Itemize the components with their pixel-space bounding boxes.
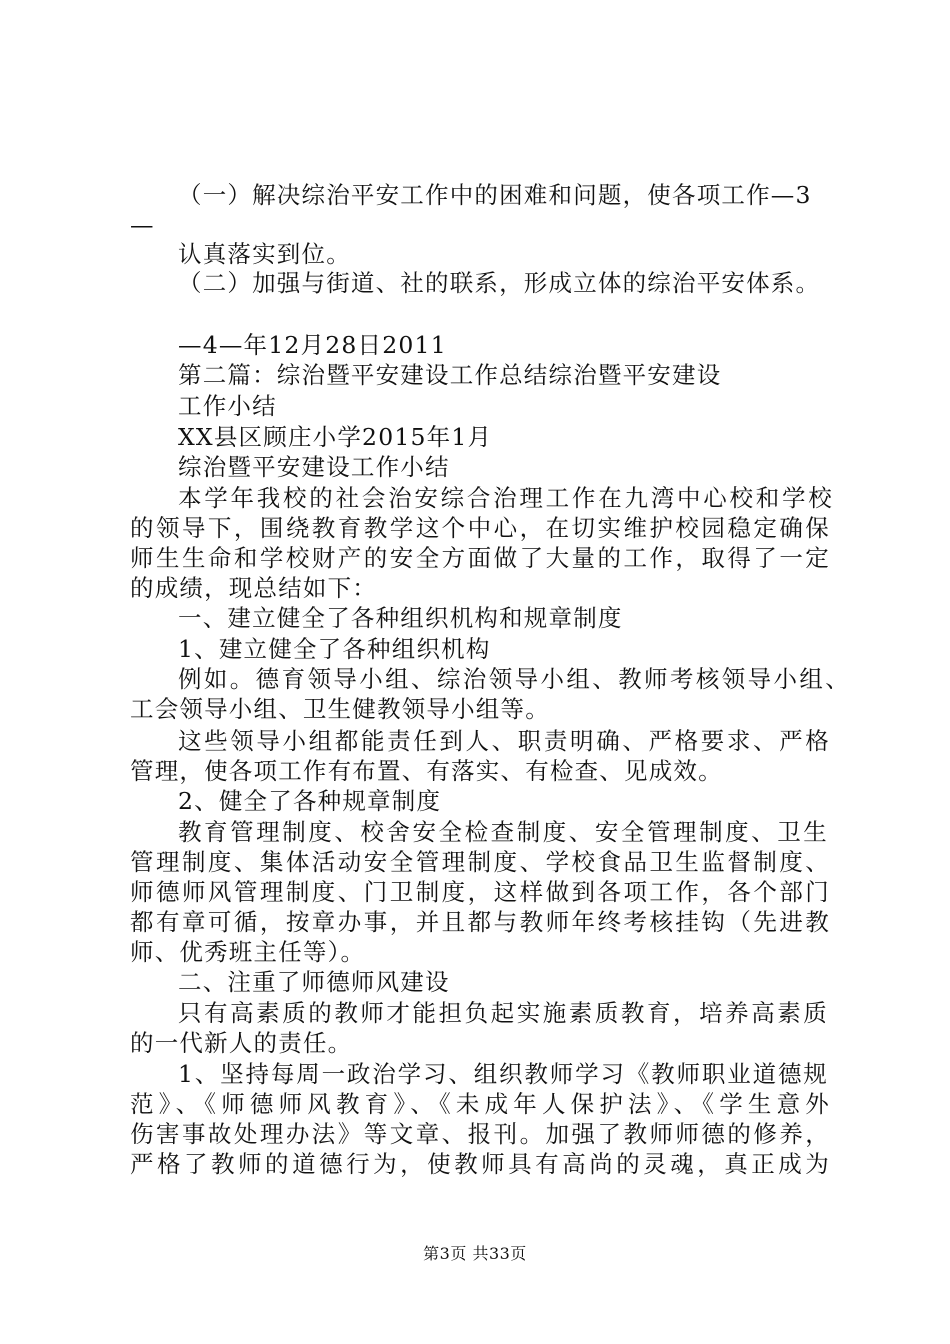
text-line: 范》、《师德师风教育》、《未成年人保护法》、《学生意外 bbox=[130, 1090, 830, 1118]
text-line: 1、坚持每周一政治学习、组织教师学习《教师职业道德规 bbox=[178, 1060, 828, 1088]
text-line: 本学年我校的社会治安综合治理工作在九湾中心校和学校 bbox=[178, 484, 833, 512]
text-line: 师生生命和学校财产的安全方面做了大量的工作，取得了一定 bbox=[130, 544, 830, 572]
text-line: 一、建立健全了各种组织机构和规章制度 bbox=[178, 604, 623, 632]
page-footer: 第3页 共33页 bbox=[423, 1244, 527, 1263]
text-line: 管理，使各项工作有布置、有落实、有检查、见成效。 bbox=[130, 757, 723, 785]
text-line: 这些领导小组都能责任到人、职责明确、严格要求、严格 bbox=[178, 727, 830, 755]
text-line: — bbox=[130, 211, 155, 239]
text-line: 例如。德育领导小组、综治领导小组、教师考核领导小组、 bbox=[178, 665, 850, 693]
text-line: 的领导下，围绕教育教学这个中心，在切实维护校园稳定确保 bbox=[130, 514, 830, 542]
text-line: 都有章可循，按章办事，并且都与教师年终考核挂钩（先进教 bbox=[130, 908, 830, 936]
text-line: 严格了教师的道德行为，使教师具有高尚的灵魂，真正成为 bbox=[130, 1150, 830, 1178]
text-line: —4—年12月28日2011 bbox=[178, 331, 447, 359]
text-line: 综治暨平安建设工作小结 bbox=[178, 453, 450, 481]
text-line: 认真落实到位。 bbox=[178, 240, 351, 268]
section-heading: 第二篇：综治暨平安建设工作总结综治暨平安建设 bbox=[178, 361, 722, 389]
text-line: 教育管理制度、校舍安全检查制度、安全管理制度、卫生 bbox=[178, 818, 828, 846]
text-line: 伤害事故处理办法》等文章、报刊。加强了教师师德的修养， bbox=[130, 1120, 830, 1148]
text-line: 1、建立健全了各种组织机构 bbox=[178, 635, 491, 663]
text-line: （二）加强与街道、社的联系，形成立体的综治平安体系。 bbox=[178, 269, 821, 297]
text-line: 工作小结 bbox=[178, 392, 277, 420]
text-line: 2、健全了各种规章制度 bbox=[178, 787, 442, 815]
text-line: 工会领导小组、卫生健教领导小组等。 bbox=[130, 695, 550, 723]
text-line: 的成绩，现总结如下： bbox=[130, 574, 377, 602]
text-line: 二、注重了师德师风建设 bbox=[178, 968, 450, 996]
text-line: 管理制度、集体活动安全管理制度、学校食品卫生监督制度、 bbox=[130, 848, 830, 876]
text-line: 师、优秀班主任等）。 bbox=[130, 938, 366, 966]
text-line: 师德师风管理制度、门卫制度，这样做到各项工作，各个部门 bbox=[130, 878, 830, 906]
text-line: XX县区顾庄小学2015年1月 bbox=[178, 423, 493, 451]
text-line: 的一代新人的责任。 bbox=[130, 1029, 353, 1057]
text-line: （一）解决综治平安工作中的困难和问题，使各项工作—3 bbox=[178, 181, 812, 209]
text-line: 只有高素质的教师才能担负起实施素质教育，培养高素质 bbox=[178, 999, 828, 1027]
